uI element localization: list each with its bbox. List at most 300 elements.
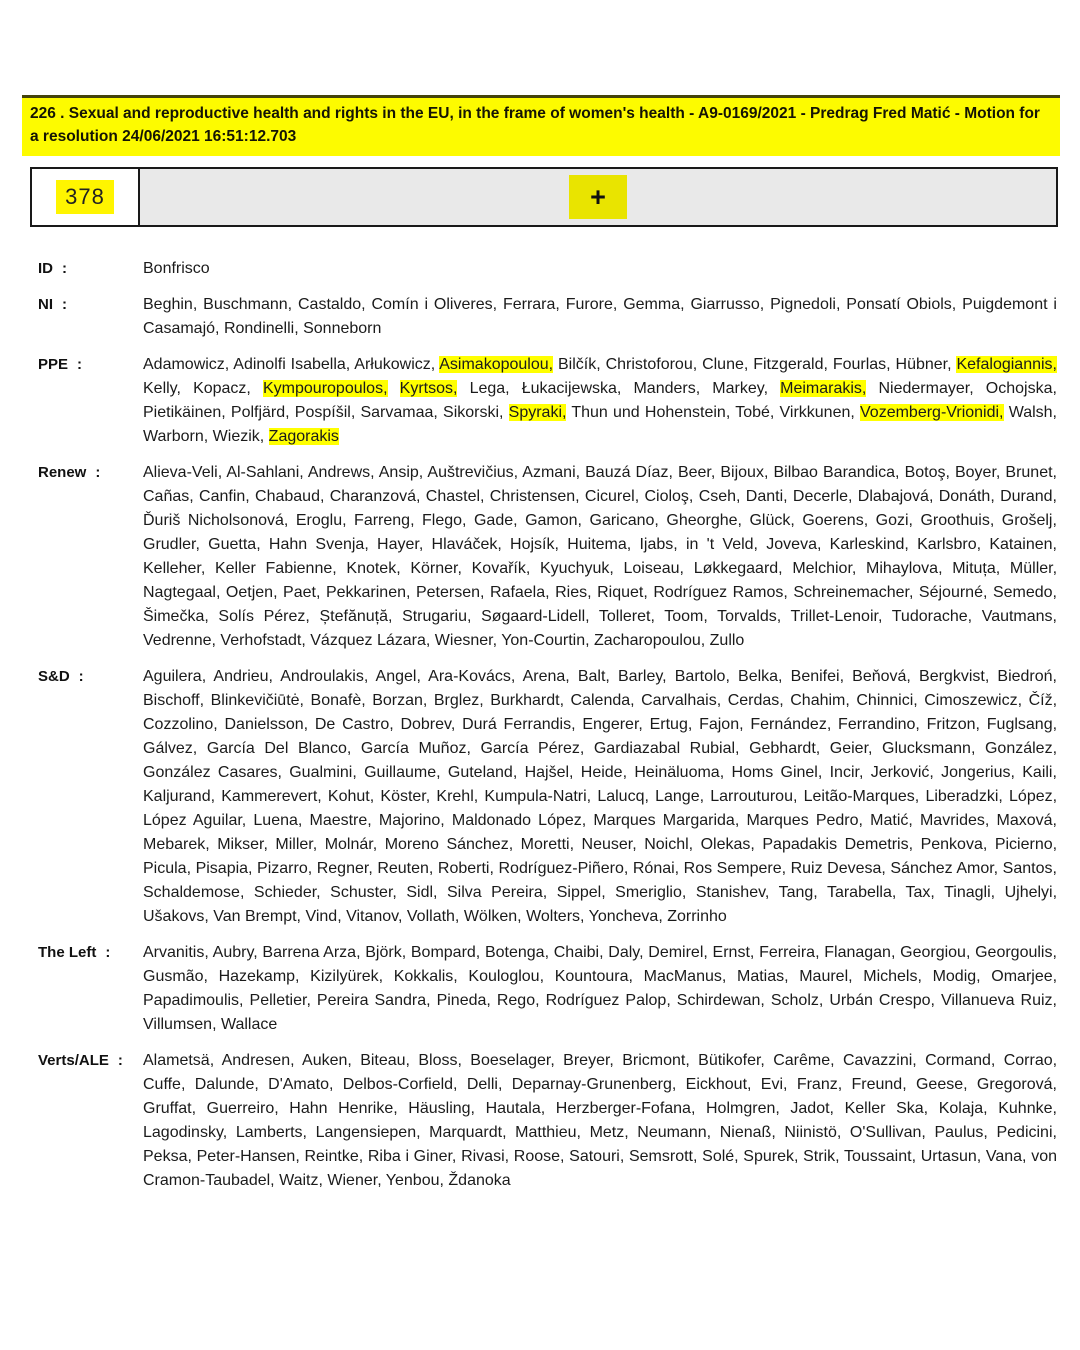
mep-name: Lagodinsky, [143, 1124, 228, 1141]
mep-name: Kovařík, [471, 560, 531, 577]
mep-name: Cerdas, [727, 692, 784, 709]
mep-name: Van Brempt, [213, 908, 301, 925]
mep-name: Roberti, [437, 860, 494, 877]
mep-name: Wallace [220, 1016, 278, 1033]
mep-name: Gade, [473, 512, 518, 529]
mep-name: Delbos-Corfield, [342, 1076, 458, 1093]
group-label: NI : [38, 296, 67, 313]
mep-name: Carvalhais, [641, 692, 722, 709]
mep-name: Schaldemose, [143, 884, 245, 901]
mep-name: Kuhnke, [998, 1100, 1057, 1117]
mep-name: Sikorski, [443, 404, 504, 421]
mep-name: Gheorghe, [666, 512, 742, 529]
mep-name: Bischoff, [143, 692, 205, 709]
mep-name: Calenda, [570, 692, 635, 709]
mep-name: Peksa, [143, 1148, 192, 1165]
mep-name: Ruiz Devesa, [790, 860, 886, 877]
mep-name: Séjourné, [918, 584, 988, 601]
mep-name: Zullo [709, 632, 745, 649]
mep-name: Cseh, [698, 488, 741, 505]
mep-name: Luena, [253, 812, 303, 829]
mep-name: Christensen, [489, 488, 580, 505]
mep-name: Zacharopoulou, [594, 632, 706, 649]
mep-name: Kelleher, [143, 560, 206, 577]
mep-name: Polfjärd, [230, 404, 290, 421]
mep-name: Kohut, [327, 788, 375, 805]
mep-name: Regner, [316, 860, 373, 877]
mep-name: Melchior, [792, 560, 857, 577]
mep-name: Cuffe, [143, 1076, 186, 1093]
group-label: Verts/ALE : [38, 1052, 123, 1069]
mep-name: Körner, [410, 560, 462, 577]
mep-name: Kizilyürek, [310, 968, 384, 985]
mep-name: Daly, [608, 944, 644, 961]
mep-name: García Pérez, [480, 740, 585, 757]
mep-name: Georgiou, [900, 944, 971, 961]
mep-name: Sonneborn [303, 320, 382, 337]
mep-name: Bompard, [410, 944, 481, 961]
section-ppe [38, 353, 1057, 449]
mep-name: González, [984, 740, 1058, 757]
mep-name: Eroglu, [295, 512, 347, 529]
mep-name: Warborn, [143, 428, 209, 445]
mep-name: Hahn Henrike, [289, 1100, 398, 1117]
mep-name: Vautmans, [981, 608, 1057, 625]
mep-name: Dobrev, [400, 716, 456, 733]
mep-name: Kokkalis, [393, 968, 458, 985]
mep-name: Virkkunen, [779, 404, 855, 421]
mep-name: Langensiepen, [315, 1124, 421, 1141]
mep-name: Tobé, [735, 404, 775, 421]
mep-name: Balt, [577, 668, 610, 685]
mep-name: Urtasun, [920, 1148, 982, 1165]
member-names [143, 665, 1057, 929]
mep-name: Fernández, [750, 716, 832, 733]
mep-name: Marques Pedro, [746, 812, 863, 829]
mep-name: Maurel, [799, 968, 853, 985]
mep-name: Kountoura, [554, 968, 633, 985]
mep-name: Ochojska, [985, 380, 1057, 397]
mep-name: Corrao, [1003, 1052, 1058, 1069]
vote-total-cell [32, 169, 140, 225]
mep-name: Hlaváček, [431, 536, 502, 553]
mep-name: Hazekamp, [218, 968, 300, 985]
mep-name: Puigdemont i Casamajó, [143, 296, 1057, 337]
mep-name: Danti, [745, 488, 788, 505]
mep-name: Rodríguez Palop, [545, 992, 671, 1009]
mep-name: Gozi, [875, 512, 913, 529]
mep-name: Charanzová, [329, 488, 421, 505]
mep-name: Bloss, [418, 1052, 462, 1069]
mep-name: Schuster, [330, 884, 397, 901]
mep-name: Biedroń, [997, 668, 1057, 685]
mep-name: Guteland, [447, 764, 518, 781]
mep-name: López Aguilar, [143, 812, 247, 829]
mep-name: Beghin, [143, 296, 198, 313]
mep-name: Maestre, [309, 812, 372, 829]
mep-name: Larrouturou, [710, 788, 798, 805]
mep-name: Cavazzini, [842, 1052, 917, 1069]
mep-name: Blinkevičiūtė, [210, 692, 304, 709]
mep-name: Ferrandino, [838, 716, 920, 733]
mep-name: Homs Ginel, [731, 764, 823, 781]
mep-name: Asimakopoulou, [439, 356, 554, 373]
vote-title-banner [22, 95, 1060, 156]
mep-name: Bergkvist, [919, 668, 990, 685]
mep-name: Molnár, [324, 836, 378, 853]
mep-name: Trillet-Lenoir, [790, 608, 883, 625]
mep-name: Herzberger-Fofana, [555, 1100, 696, 1117]
mep-name: Castaldo, [297, 296, 366, 313]
mep-name: Pineda, [436, 992, 491, 1009]
mep-name: Karleskind, [829, 536, 909, 553]
mep-name: Omarjee, [991, 968, 1058, 985]
mep-name: Guerreiro, [206, 1100, 279, 1117]
mep-name: Niedermayer, [878, 380, 974, 397]
section-renew [38, 461, 1057, 653]
mep-name: Eickhout, [685, 1076, 752, 1093]
mep-name: Spyraki, [508, 404, 567, 421]
mep-name: Tang, [778, 884, 818, 901]
mep-name: Mavrides, [919, 812, 990, 829]
mep-name: Rodríguez Ramos, [653, 584, 788, 601]
mep-name: Cicurel, [584, 488, 640, 505]
mep-name: Alieva-Veli, [143, 464, 223, 481]
mep-name: Kolaja, [938, 1100, 988, 1117]
mep-name: Číž, [1028, 692, 1058, 709]
mep-name: Huitema, [567, 536, 632, 553]
mep-name: Schreinemacher, [793, 584, 914, 601]
mep-name: Gusmão, [143, 968, 208, 985]
mep-name: Strik, [803, 1148, 840, 1165]
mep-name: Adamowicz, [143, 356, 230, 373]
member-names [143, 353, 1057, 449]
mep-name: Delli, [466, 1076, 503, 1093]
mep-name: Marques Margarida, [593, 812, 740, 829]
mep-name: Gemma, [623, 296, 685, 313]
mep-name: Durá Ferrandis, [462, 716, 576, 733]
mep-name: Bijoux, [720, 464, 769, 481]
mep-name: Andresen, [221, 1052, 295, 1069]
mep-name: Maldonado López, [451, 812, 587, 829]
mep-name: Ara-Kovács, [428, 668, 516, 685]
mep-name: Kaili, [1022, 764, 1057, 781]
mep-name: Ernst, [712, 944, 755, 961]
mep-name: Cioloş, [644, 488, 694, 505]
mep-name: Barley, [618, 668, 667, 685]
mep-name: Kyrtsos, [399, 380, 458, 397]
mep-name: Bilbao Barandica, [773, 464, 900, 481]
mep-name: Boyer, [954, 464, 1001, 481]
mep-name: Pospíšil, [294, 404, 356, 421]
mep-name: Brglez, [433, 692, 484, 709]
member-names [143, 461, 1057, 653]
mep-name: Goerens, [802, 512, 869, 529]
mep-name: Geese, [915, 1076, 968, 1093]
mep-name: Peter-Hansen, [196, 1148, 300, 1165]
mep-name: Hojsík, [510, 536, 559, 553]
mep-name: Georgoulis, [975, 944, 1057, 961]
mep-name: Chastel, [425, 488, 485, 505]
mep-name: Burkhardt, [490, 692, 565, 709]
mep-name: Christoforou, [605, 356, 698, 373]
mep-name: Androulakis, [280, 668, 369, 685]
mep-name: Riba i Giner, [367, 1148, 457, 1165]
mep-name: Kopacz, [193, 380, 251, 397]
mep-name: Gebhardt, [749, 740, 821, 757]
mep-name: Häusling, [408, 1100, 475, 1117]
mep-name: López, [1009, 788, 1058, 805]
mep-name: Ertug, [649, 716, 693, 733]
mep-name: Bricmont, [622, 1052, 690, 1069]
mep-name: Schieder, [253, 884, 321, 901]
mep-name: Köster, [380, 788, 431, 805]
mep-name: Deparnay-Grunenberg, [511, 1076, 677, 1093]
section-id [38, 257, 1057, 281]
mep-name: Loiseau, [623, 560, 684, 577]
mep-name: Chabaud, [255, 488, 325, 505]
mep-name: Pekkarinen, [325, 584, 411, 601]
vote-outcome-cell [140, 169, 1056, 225]
mep-name: Angel, [375, 668, 421, 685]
mep-name: Borzan, [372, 692, 428, 709]
mep-name: Wiener, [327, 1172, 382, 1189]
mep-name: Ždanoka [448, 1172, 511, 1189]
mep-name: Giarrusso, [690, 296, 765, 313]
mep-name: Lamberts, [235, 1124, 307, 1141]
mep-name: Manders, [633, 380, 701, 397]
mep-name: Pietikäinen, [143, 404, 226, 421]
mep-name: Arłukowicz, [354, 356, 436, 373]
mep-name: Fritzon, [926, 716, 980, 733]
mep-name: Andrews, [307, 464, 375, 481]
mep-name: Waitz, [279, 1172, 323, 1189]
mep-name: Roose, [513, 1148, 565, 1165]
mep-name: Cozzolino, [143, 716, 218, 733]
mep-name: Al-Sahlani, [226, 464, 304, 481]
mep-name: Knotek, [346, 560, 401, 577]
group-label: ID : [38, 260, 67, 277]
group-label: S&D : [38, 668, 84, 685]
mep-name: Majorino, [378, 812, 445, 829]
mep-name: Neumann, [637, 1124, 712, 1141]
mep-name: Verhofstadt, [220, 632, 306, 649]
mep-name: Incir, [829, 764, 864, 781]
mep-name: Villanueva Ruiz, [940, 992, 1057, 1009]
mep-name: Bauzá Díaz, [585, 464, 673, 481]
group-label: Renew : [38, 464, 101, 481]
mep-name: Ijabs, [639, 536, 678, 553]
mep-name: Botoş, [904, 464, 950, 481]
mep-name: Björk, [365, 944, 407, 961]
mep-name: Guillaume, [364, 764, 441, 781]
mep-name: Kammerevert, [221, 788, 322, 805]
mep-name: García Muñoz, [360, 740, 471, 757]
member-names [143, 293, 1057, 341]
mep-name: Bonafè, [310, 692, 366, 709]
mep-name: Katainen, [989, 536, 1057, 553]
mep-name: Hajšel, [524, 764, 574, 781]
mep-name: Strugariu, [402, 608, 472, 625]
mep-name: Flanagan, [824, 944, 896, 961]
mep-name: Chahim, [790, 692, 850, 709]
mep-name: Pereira Sandra, [316, 992, 431, 1009]
mep-name: Durand, [1000, 488, 1057, 505]
mep-name: Mikser, [217, 836, 268, 853]
mep-name: Andrieu, [213, 668, 273, 685]
mep-name: Vázquez Lázara, [310, 632, 431, 649]
mep-name: Modig, [932, 968, 981, 985]
mep-name: Comín i Oliveres, [371, 296, 498, 313]
mep-name: Buschmann, [203, 296, 293, 313]
member-names [143, 1049, 1057, 1193]
section-sd [38, 665, 1057, 929]
mep-name: Sippel, [556, 884, 606, 901]
mep-name: Kympouropoulos, [263, 380, 388, 397]
mep-name: Løkkegaard, [693, 560, 783, 577]
mep-name: Metz, [589, 1124, 629, 1141]
vote-title-text: 226 . Sexual and reproductive health and rights in the EU, in the frame of women's health - A9-0169/2021 - Predrag Fred Matić - Motion for a resolution 24/06/2021 16:51:12.703 [30, 105, 1040, 145]
mep-name: von Cramon-Taubadel, [143, 1148, 1057, 1189]
mep-name: Bartolo, [674, 668, 730, 685]
mep-name: Glucksmann, [882, 740, 976, 757]
mep-name: Miller, [275, 836, 318, 853]
mep-name: Vind, [305, 908, 342, 925]
mep-name: Tarabella, [826, 884, 897, 901]
mep-name: Flego, [422, 512, 467, 529]
mep-name: González Casares, [143, 764, 282, 781]
mep-name: Nienaß, [719, 1124, 776, 1141]
mep-name: Beňová, [852, 668, 911, 685]
mep-name: Dlabajová, [857, 488, 934, 505]
mep-name: Krehl, [436, 788, 479, 805]
mep-name: Ferrara, [502, 296, 560, 313]
mep-name: Kaljurand, [143, 788, 216, 805]
mep-name: Šimečka, [143, 608, 209, 625]
mep-name: Scholz, [770, 992, 824, 1009]
mep-name: Chaibi, [553, 944, 604, 961]
mep-name: Zagorakis [268, 428, 339, 445]
mep-name: Ujhelyi, [1004, 884, 1058, 901]
mep-name: Heide, [580, 764, 628, 781]
mep-name: Rafaela, [489, 584, 550, 601]
mep-name: Beer, [677, 464, 716, 481]
mep-name: Kouloglou, [468, 968, 545, 985]
mep-name: Breyer, [563, 1052, 614, 1069]
mep-name: Semsrott, [628, 1148, 698, 1165]
sections [38, 257, 1057, 1205]
mep-name: Vollath, [406, 908, 460, 925]
mep-name: Wiezik, [212, 428, 265, 445]
mep-name: Belka, [738, 668, 783, 685]
mep-name: Neuser, [581, 836, 637, 853]
mep-name: Jongerius, [941, 764, 1015, 781]
mep-name: De Castro, [314, 716, 394, 733]
mep-name: Keller Ska, [844, 1100, 929, 1117]
mep-name: Bonfrisco [143, 260, 210, 277]
member-names [143, 257, 1057, 281]
mep-name: Hübner, [895, 356, 952, 373]
mep-name: Ferreira, [759, 944, 820, 961]
mep-name: Ștefănuță, [319, 608, 393, 625]
mep-name: Clune, [702, 356, 749, 373]
mep-name: Tolleret, [598, 608, 655, 625]
mep-name: Engerer, [582, 716, 643, 733]
mep-name: Ansip, [378, 464, 424, 481]
mep-name: Thun und Hohenstein, [571, 404, 731, 421]
mep-name: Joveva, [766, 536, 822, 553]
mep-name: Grudler, [143, 536, 200, 553]
mep-name: Łukacijewska, [521, 380, 622, 397]
mep-name: Ďuriš Nicholsonová, [143, 512, 289, 529]
mep-name: Arena, [522, 668, 570, 685]
mep-name: Cormand, [925, 1052, 996, 1069]
mep-name: Matić, [870, 812, 913, 829]
mep-name: Franz, [796, 1076, 843, 1093]
mep-name: Gamon, [525, 512, 582, 529]
mep-name: Leitão-Marques, [803, 788, 920, 805]
mep-name: Pignedoli, [770, 296, 841, 313]
mep-name: Farreng, [354, 512, 415, 529]
mep-name: Santos, [1002, 860, 1057, 877]
mep-name: Picula, [143, 860, 192, 877]
mep-name: Semedo, [992, 584, 1057, 601]
group-label: The Left : [38, 944, 111, 961]
mep-name: Cimoszewicz, [924, 692, 1023, 709]
mep-name: Noichl, [644, 836, 694, 853]
mep-name: Reuten, [377, 860, 434, 877]
mep-name: Geier, [829, 740, 873, 757]
mep-name: García Del Blanco, [206, 740, 352, 757]
group-label: PPE : [38, 356, 83, 373]
mep-name: Canfin, [199, 488, 250, 505]
mep-name: Kumpula-Natri, [484, 788, 592, 805]
section-ni [38, 293, 1057, 341]
mep-name: Spurek, [743, 1148, 799, 1165]
mep-name: Dalunde, [194, 1076, 259, 1093]
mep-name: Pedicini, [996, 1124, 1057, 1141]
mep-name: Silva Pereira, [447, 884, 548, 901]
mep-name: Guetta, [208, 536, 261, 553]
mep-name: Glück, [749, 512, 795, 529]
mep-name: Fuglsang, [986, 716, 1058, 733]
mep-name: Keller Fabienne, [214, 560, 337, 577]
mep-name: Satouri, [569, 1148, 625, 1165]
mep-name: Adinolfi Isabella, [233, 356, 351, 373]
mep-name: Papadakis Demetris, [762, 836, 914, 853]
mep-name: Aguilera, [143, 668, 207, 685]
mep-name: Paet, [283, 584, 321, 601]
mep-name: Solís Pérez, [218, 608, 310, 625]
mep-name: Gardiazabal Rubial, [593, 740, 740, 757]
mep-name: Yenbou, [385, 1172, 444, 1189]
mep-name: Kyuchyuk, [540, 560, 614, 577]
mep-name: Tinagli, [944, 884, 996, 901]
mep-name: Müller, [1009, 560, 1058, 577]
mep-name: Aubry, [212, 944, 258, 961]
mep-name: Gálvez, [143, 740, 198, 757]
mep-name: Matias, [736, 968, 789, 985]
mep-name: Vedrenne, [143, 632, 216, 649]
mep-name: D'Amato, [268, 1076, 334, 1093]
mep-name: Rego, [496, 992, 540, 1009]
mep-name: Torvalds, [717, 608, 782, 625]
mep-name: Evi, [760, 1076, 788, 1093]
mep-name: Tax, [905, 884, 935, 901]
mep-name: Marquardt, [429, 1124, 507, 1141]
mep-name: Meimarakis, [780, 380, 867, 397]
mep-name: Markey, [712, 380, 769, 397]
